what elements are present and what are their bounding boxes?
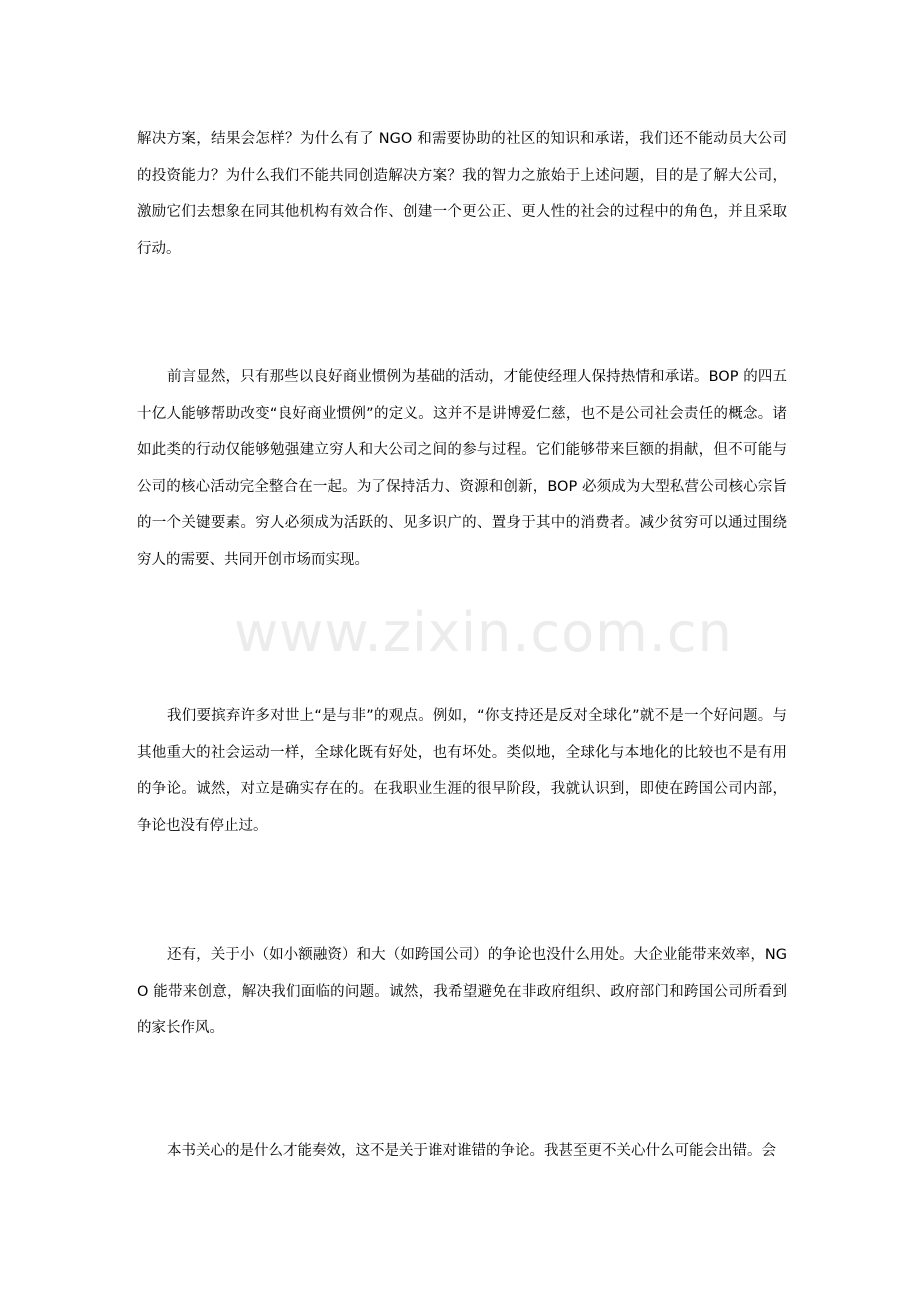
paragraph-4: 还有，关于小（如小额融资）和大（如跨国公司）的争论也没什么用处。大企业能带来效率，NGO 能带来创意，解决我们面临的问题。诚然，我希望避免在非政府组织、政府部门和跨国公司所看到的家长作风。 bbox=[137, 947, 787, 1037]
paragraph-2: 前言显然，只有那些以良好商业惯例为基础的活动，才能使经理人保持热情和承诺。BOP 的四五十亿人能够帮助改变“良好商业惯例”的定义。这并不是讲博爱仁慈，也不是公司社会责任的概念。诸如此类的行动仅能够勉强建立穷人和大公司之间的参与过程。它们能够带来巨额的捐献，但不可能与公司的核心活动完全整合在一起。为了保持活力、资源和创新，BOP 必须成为大型私营公司核心宗旨的一个关键要素。穷人必须成为活跃的、见多识广的、置身于其中的消费者。减少贫穷可以通过围绕穷人的需要、共同开创市场而实现。 bbox=[137, 369, 787, 568]
watermark: www.zixin.com.cn bbox=[234, 601, 733, 664]
paragraph-1: 解决方案，结果会怎样？为什么有了 NGO 和需要协助的社区的知识和承诺，我们还不能动员大公司的投资能力？为什么我们不能共同创造解决方案？我的智力之旅始于上述问题，目的是了解大公司，激励它们去想象在同其他机构有效合作、创建一个更公正、更人性的社会的过程中的角色，并且采取行动。 bbox=[137, 131, 787, 257]
paragraph-5: 本书关心的是什么才能奏效，这不是关于谁对谁错的争论。我甚至更不关心什么可能会出错。会 bbox=[167, 1143, 776, 1159]
paragraph-3: 我们要摈弃许多对世上“是与非”的观点。例如，“你支持还是反对全球化”就不是一个好问题。与其他重大的社会运动一样，全球化既有好处，也有坏处。类似地，全球化与本地化的比较也不是有用的争论。诚然，对立是确实存在的。在我职业生涯的很早阶段，我就认识到，即使在跨国公司内部，争论也没有停止过。 bbox=[137, 708, 787, 834]
